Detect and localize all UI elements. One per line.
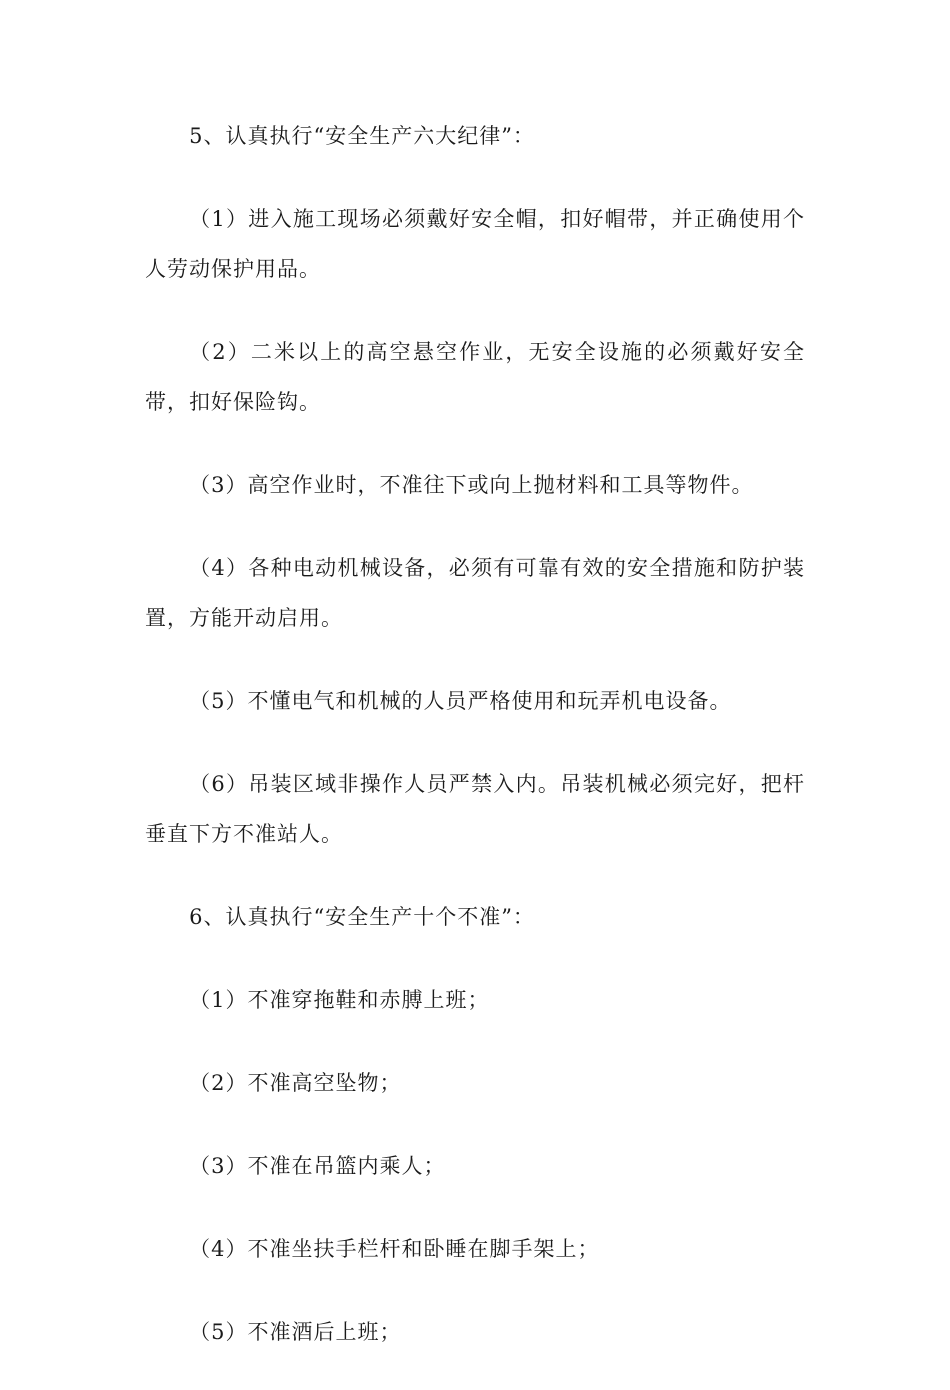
paragraph-prohibition-4: （4）不准坐扶手栏杆和卧睡在脚手架上； [189, 1237, 600, 1261]
paragraph-prohibition-5: （5）不准酒后上班； [189, 1320, 402, 1344]
section-heading-ten-prohibitions: 6、认真执行“安全生产十个不准”： [189, 905, 535, 929]
paragraph-discipline-6: （6）吊装区域非操作人员严禁入内。吊装机械必须完好，把杆垂直下方不准站人。 [145, 772, 805, 846]
paragraph-discipline-1: （1）进入施工现场必须戴好安全帽，扣好帽带，并正确使用个人劳动保护用品。 [145, 207, 805, 281]
section-heading-six-disciplines: 5、认真执行“安全生产六大纪律”： [189, 124, 535, 148]
paragraph-prohibition-3: （3）不准在吊篮内乘人； [189, 1154, 446, 1178]
paragraph-prohibition-1: （1）不准穿拖鞋和赤膊上班； [189, 988, 490, 1012]
document-body [145, 111, 805, 1390]
paragraph-discipline-5: （5）不懂电气和机械的人员严格使用和玩弄机电设备。 [189, 689, 732, 713]
paragraph-discipline-3: （3）高空作业时，不准往下或向上抛材料和工具等物件。 [189, 473, 754, 497]
paragraph-discipline-4: （4）各种电动机械设备，必须有可靠有效的安全措施和防护装置，方能开动启用。 [145, 556, 805, 630]
paragraph-discipline-2: （2）二米以上的高空悬空作业，无安全设施的必须戴好安全带，扣好保险钩。 [145, 340, 805, 414]
paragraph-prohibition-2: （2）不准高空坠物； [189, 1071, 402, 1095]
